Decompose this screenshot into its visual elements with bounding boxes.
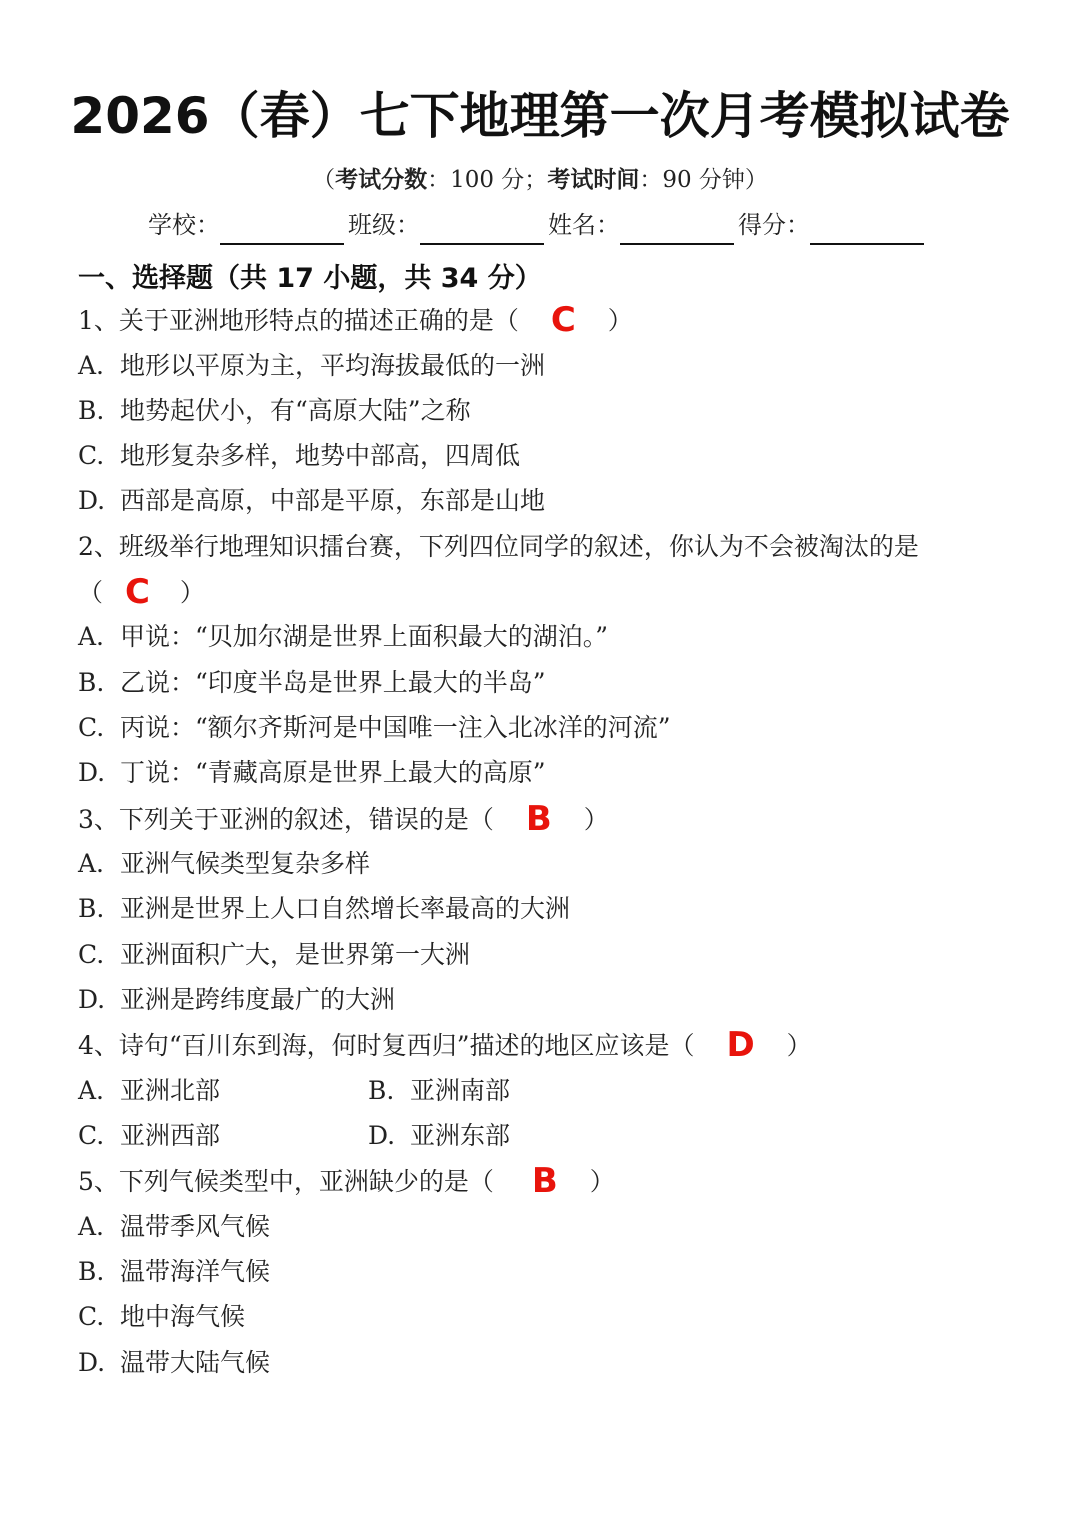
option-letter: D. — [78, 486, 106, 515]
option-item — [78, 753, 546, 793]
option-row — [78, 1116, 778, 1156]
option-item — [78, 346, 545, 386]
exam-score-label: 考试分数 — [335, 167, 428, 193]
option-item — [78, 481, 545, 521]
question-text: 2、班级举行地理知识擂台赛，下列四位同学的叙述，你认为不会被淘汰的是 — [78, 532, 919, 561]
option-letter: A. — [78, 1076, 105, 1105]
question-stem — [78, 799, 609, 840]
option-text: 地势起伏小，有“高原大陆”之称 — [120, 396, 471, 425]
option-item — [78, 980, 395, 1020]
paren-close: ） — [589, 1167, 615, 1196]
option-text: 西部是高原，中部是平原，东部是山地 — [120, 486, 546, 515]
paren-close: ） — [744, 167, 768, 193]
answer-mark: D — [726, 1025, 755, 1065]
option-item — [78, 844, 370, 884]
option-text: 温带海洋气候 — [120, 1257, 271, 1286]
option-letter: B. — [368, 1076, 395, 1105]
paren-open: （ — [78, 578, 104, 607]
question-text: 4、诗句“百川东到海，何时复西归”描述的地区应该是（ — [78, 1031, 695, 1060]
option-letter: B. — [78, 668, 105, 697]
answer-mark: C — [124, 572, 150, 612]
paren-close: ） — [179, 578, 205, 607]
class-field[interactable] — [420, 213, 544, 245]
option-letter: C. — [78, 713, 105, 742]
exam-time-value: ：90 分钟 — [639, 167, 745, 193]
option-letter: D. — [78, 1348, 106, 1377]
option-letter: D. — [368, 1121, 396, 1150]
option-item — [78, 1207, 270, 1247]
option-text: 温带季风气候 — [120, 1212, 271, 1241]
option-letter: B. — [78, 1257, 105, 1286]
score-field[interactable] — [810, 213, 924, 245]
page-title: 2026（春）七下地理第一次月考模拟试卷 — [70, 87, 1010, 145]
answer-mark: B — [531, 1161, 558, 1201]
question-stem-continued — [78, 572, 205, 613]
option-letter: C. — [78, 441, 105, 470]
option-item — [78, 1252, 270, 1292]
name-field[interactable] — [620, 213, 734, 245]
exam-meta — [0, 160, 1080, 200]
option-item — [368, 1071, 658, 1111]
option-letter: C. — [78, 940, 105, 969]
question-text: 3、下列关于亚洲的叙述，错误的是（ — [78, 805, 494, 834]
option-row — [78, 1071, 778, 1111]
option-item — [78, 436, 520, 476]
option-text: 丙说：“额尔齐斯河是中国唯一注入北冰洋的河流” — [120, 713, 671, 742]
option-text: 丁说：“青藏高原是世界上最大的高原” — [120, 758, 546, 787]
option-item — [78, 617, 608, 657]
answer-mark: B — [525, 799, 552, 839]
option-item — [368, 1116, 658, 1156]
school-label: 学校： — [148, 211, 220, 239]
option-letter: B. — [78, 396, 105, 425]
option-letter: C. — [78, 1121, 105, 1150]
option-item — [78, 663, 546, 703]
option-item — [78, 1343, 270, 1383]
option-item — [78, 1116, 368, 1156]
option-text: 亚洲西部 — [120, 1121, 221, 1150]
paren-open: （ — [312, 167, 336, 193]
exam-time-label: 考试时间 — [547, 167, 640, 193]
option-text: 地形以平原为主，平均海拔最低的一洲 — [120, 351, 546, 380]
question-stem — [78, 527, 919, 567]
option-letter: A. — [78, 351, 105, 380]
option-text: 地中海气候 — [120, 1302, 246, 1331]
option-text: 甲说：“贝加尔湖是世界上面积最大的湖泊。” — [120, 622, 609, 651]
paren-close: ） — [583, 805, 609, 834]
question-stem — [78, 1025, 812, 1066]
option-text: 亚洲北部 — [120, 1076, 221, 1105]
class-label: 班级： — [348, 211, 420, 239]
question-text: 5、下列气候类型中，亚洲缺少的是（ — [78, 1167, 494, 1196]
name-label: 姓名： — [548, 211, 620, 239]
option-letter: A. — [78, 622, 105, 651]
option-letter: C. — [78, 1302, 105, 1331]
option-item — [78, 1071, 368, 1111]
option-letter: A. — [78, 1212, 105, 1241]
paren-close: ） — [607, 306, 633, 335]
option-text: 亚洲南部 — [410, 1076, 511, 1105]
option-text: 地形复杂多样，地势中部高，四周低 — [120, 441, 521, 470]
option-letter: D. — [78, 758, 106, 787]
option-text: 亚洲是跨纬度最广的大洲 — [120, 985, 396, 1014]
option-text: 亚洲东部 — [410, 1121, 511, 1150]
option-letter: A. — [78, 849, 105, 878]
student-info-row — [148, 205, 948, 245]
answer-mark: C — [550, 300, 576, 340]
option-text: 温带大陆气候 — [120, 1348, 271, 1377]
option-text: 亚洲气候类型复杂多样 — [120, 849, 371, 878]
option-item — [78, 1297, 245, 1337]
option-item — [78, 391, 471, 431]
option-text: 亚洲是世界上人口自然增长率最高的大洲 — [120, 894, 571, 923]
exam-score-value: ：100 分； — [427, 167, 548, 193]
question-stem — [78, 1161, 615, 1202]
option-text: 亚洲面积广大，是世界第一大洲 — [120, 940, 471, 969]
paren-close: ） — [786, 1031, 812, 1060]
section-heading: 一、选择题（共 17 小题，共 34 分） — [78, 263, 542, 294]
score-label: 得分： — [738, 211, 810, 239]
question-stem — [78, 300, 633, 341]
option-item — [78, 935, 470, 975]
question-text: 1、关于亚洲地形特点的描述正确的是（ — [78, 306, 519, 335]
option-item — [78, 708, 671, 748]
option-letter: B. — [78, 894, 105, 923]
school-field[interactable] — [220, 213, 344, 245]
option-letter: D. — [78, 985, 106, 1014]
option-item — [78, 889, 570, 929]
option-text: 乙说：“印度半岛是世界上最大的半岛” — [120, 668, 546, 697]
